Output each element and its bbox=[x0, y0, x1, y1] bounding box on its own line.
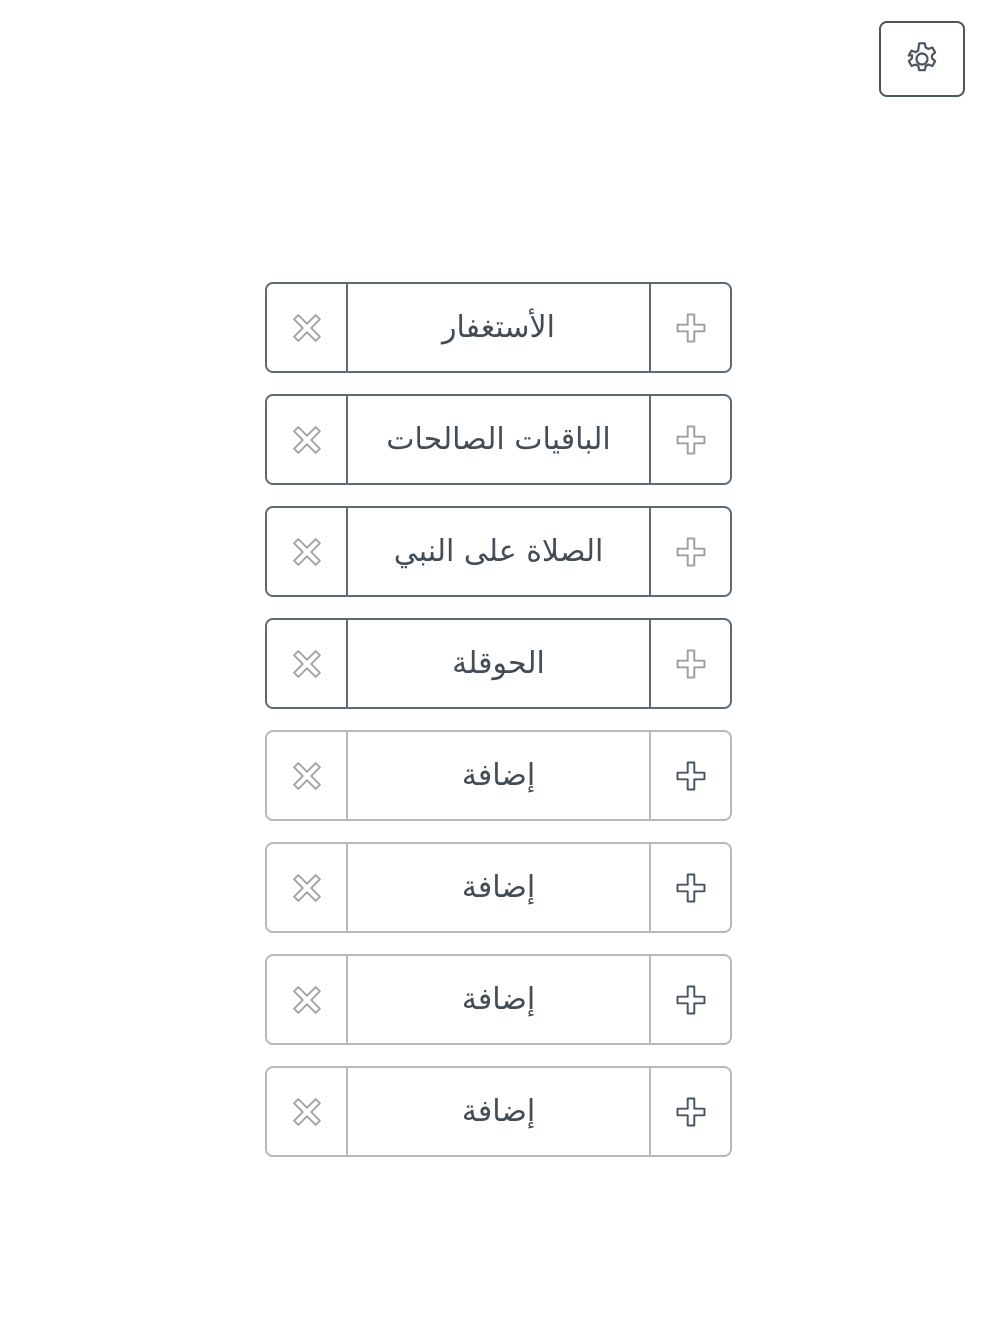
add-icon bbox=[673, 1094, 709, 1130]
add-button[interactable] bbox=[649, 844, 730, 931]
dhikr-row bbox=[265, 394, 732, 485]
add-button[interactable] bbox=[649, 956, 730, 1043]
empty-slot-row bbox=[265, 730, 732, 821]
remove-button[interactable] bbox=[267, 508, 348, 595]
remove-button[interactable] bbox=[267, 1068, 348, 1155]
add-icon bbox=[673, 646, 709, 682]
add-icon bbox=[673, 534, 709, 570]
remove-icon bbox=[289, 310, 325, 346]
row-label-text: الصلاة على النبي bbox=[393, 534, 604, 569]
settings-button[interactable] bbox=[879, 21, 965, 97]
dhikr-row bbox=[265, 506, 732, 597]
add-button[interactable] bbox=[649, 620, 730, 707]
remove-button[interactable] bbox=[267, 396, 348, 483]
add-slot-label[interactable] bbox=[348, 844, 649, 931]
remove-button[interactable] bbox=[267, 284, 348, 371]
remove-button[interactable] bbox=[267, 844, 348, 931]
row-label-text: إضافة bbox=[461, 1094, 536, 1129]
gear-icon bbox=[902, 39, 942, 79]
row-label-text: الحوقلة bbox=[452, 646, 545, 681]
add-icon bbox=[673, 422, 709, 458]
empty-slot-row bbox=[265, 954, 732, 1045]
add-slot-label[interactable] bbox=[348, 1068, 649, 1155]
remove-button[interactable] bbox=[267, 620, 348, 707]
add-button[interactable] bbox=[649, 508, 730, 595]
dhikr-label[interactable] bbox=[348, 508, 649, 595]
row-label-text: إضافة bbox=[461, 982, 536, 1017]
remove-icon bbox=[289, 646, 325, 682]
add-icon bbox=[673, 310, 709, 346]
add-slot-label[interactable] bbox=[348, 956, 649, 1043]
remove-icon bbox=[289, 1094, 325, 1130]
add-button[interactable] bbox=[649, 1068, 730, 1155]
dhikr-label[interactable] bbox=[348, 620, 649, 707]
dhikr-label[interactable] bbox=[348, 284, 649, 371]
add-button[interactable] bbox=[649, 396, 730, 483]
add-slot-label[interactable] bbox=[348, 732, 649, 819]
add-icon bbox=[673, 758, 709, 794]
add-button[interactable] bbox=[649, 732, 730, 819]
dhikr-row bbox=[265, 282, 732, 373]
empty-slot-row bbox=[265, 1066, 732, 1157]
remove-icon bbox=[289, 422, 325, 458]
remove-icon bbox=[289, 534, 325, 570]
row-label-text: الأستغفار bbox=[442, 310, 555, 345]
add-icon bbox=[673, 982, 709, 1018]
add-button[interactable] bbox=[649, 284, 730, 371]
dhikr-list bbox=[265, 282, 732, 1178]
row-label-text: إضافة bbox=[461, 758, 536, 793]
remove-icon bbox=[289, 870, 325, 906]
empty-slot-row bbox=[265, 842, 732, 933]
remove-button[interactable] bbox=[267, 732, 348, 819]
row-label-text: إضافة bbox=[461, 870, 536, 905]
remove-button[interactable] bbox=[267, 956, 348, 1043]
add-icon bbox=[673, 870, 709, 906]
remove-icon bbox=[289, 758, 325, 794]
row-label-text: الباقيات الصالحات bbox=[386, 422, 611, 457]
dhikr-row bbox=[265, 618, 732, 709]
dhikr-label[interactable] bbox=[348, 396, 649, 483]
remove-icon bbox=[289, 982, 325, 1018]
